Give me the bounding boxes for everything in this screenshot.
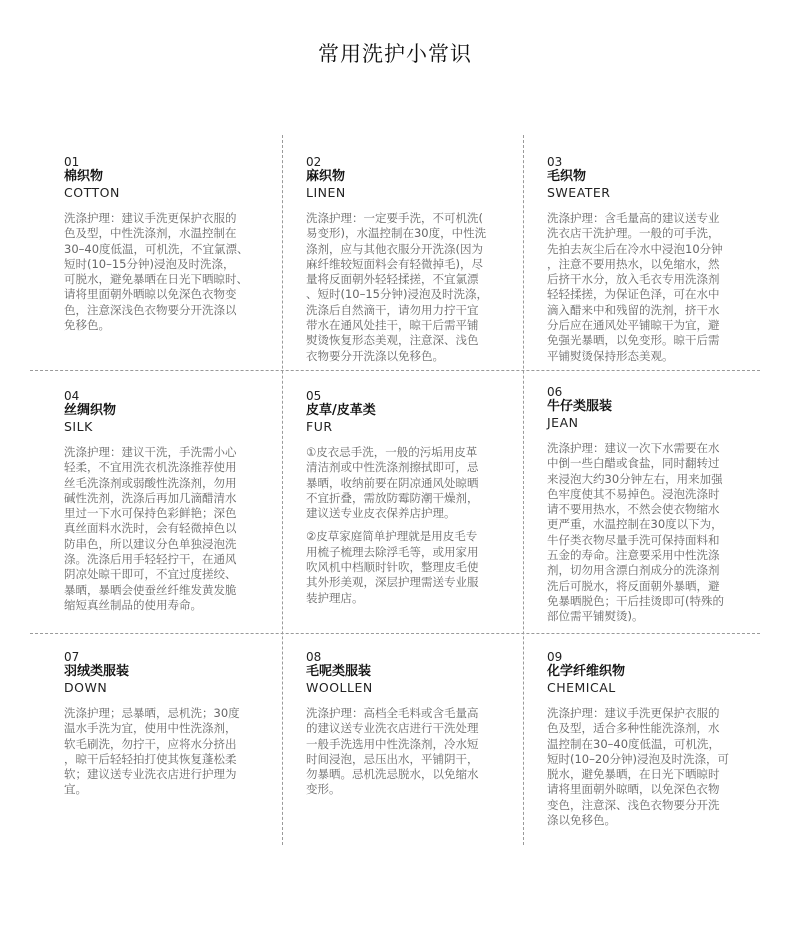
card-title-zh: 棉织物 xyxy=(64,169,104,184)
card-title-zh: 毛织物 xyxy=(547,169,587,184)
divider-vertical-1 xyxy=(282,135,283,845)
card-title-zh: 麻织物 xyxy=(306,169,346,184)
card-title-en: JEAN xyxy=(547,415,579,430)
card-body-second: ②皮草家庭简单护理就是用皮毛专 用梳子梳理去除浮毛等，或用家用 吹风机中档顺时针吹，整理皮毛使 其外形美观，深层护理需送专业服 装护理店。 xyxy=(306,529,479,605)
card-body: 洗涤护理：高档全毛料或含毛量高 的建议送专业洗衣店进行干洗处理 一般手洗选用中性洗涤剂，冷水短 时间浸泡，忌压出水，平铺阴干， 勿暴晒。忌机洗忌脱水，以免缩水 变形。 xyxy=(306,706,479,797)
care-card-down xyxy=(64,650,267,798)
card-body: 洗涤护理：建议手洗更保护衣服的 色及型，中性洗涤剂，水温控制在 30–40度低温，可机洗，不宜氯漂、 短时(10–15分钟)浸泡及时洗涤， 可脱水，避免暴晒在日光下晒晾时、 请将里面朝外晒晾以免深色衣物变 色，注意深浅色衣物要分开洗涤以 免移色。 xyxy=(64,211,249,333)
card-title-en: CHEMICAL xyxy=(547,680,616,695)
card-title-zh: 丝绸织物 xyxy=(64,403,117,418)
card-number: 06 xyxy=(547,385,563,399)
card-title-zh: 牛仔类服装 xyxy=(547,399,613,414)
card-title-en: FUR xyxy=(306,419,333,434)
card-title-zh: 化学纤维织物 xyxy=(547,664,626,679)
care-card-sweater xyxy=(547,155,750,364)
card-number: 01 xyxy=(64,155,80,169)
card-number: 05 xyxy=(306,389,322,403)
card-title-zh: 羽绒类服装 xyxy=(64,664,130,679)
page-title: 常用洗护小常识 xyxy=(318,42,472,66)
card-body: 洗涤护理：一定要手洗，不可机洗( 易变形)，水温控制在30度，中性洗 涤剂，应与其他衣服分开洗涤(因为 麻纤维较短面料会有轻微掉毛)，尽 量将反面朝外轻轻揉搓，不宜氯漂 、短时(10–15分钟)浸泡及时洗涤， 洗涤后自然滴干，请勿用力拧干宜 带水在通风处挂干，晾干后需平铺 熨烫恢复形态美观，注意深、浅色 衣物要分开洗涤以免移色。 xyxy=(306,211,488,363)
card-title-en: SWEATER xyxy=(547,185,611,200)
card-number: 02 xyxy=(306,155,322,169)
card-title-en: COTTON xyxy=(64,185,120,200)
card-title-en: WOOLLEN xyxy=(306,680,373,695)
card-number: 03 xyxy=(547,155,563,169)
card-body: 洗涤护理：建议干洗，手洗需小心 轻柔，不宜用洗衣机洗涤推荐使用 丝毛洗涤剂或弱酸性洗涤剂，勿用 碱性洗剂，洗涤后再加几滴醋清水 里过一下水可保持色彩鲜艳；深色 真丝面料水洗时，会有轻微掉色以 防串色，所以建议分色单独浸泡洗 涤。洗涤后用手轻轻拧干，在通风 阴凉处晾干即可，不宜过度搓绞、 暴晒，暴晒会使蚕丝纤维发黄发脆 缩短真丝制品的使用寿命。 xyxy=(64,445,237,612)
care-card-cotton xyxy=(64,155,267,333)
care-card-silk xyxy=(64,389,267,613)
card-body: 洗涤护理：建议手洗更保护衣服的 色及型，适合多种性能洗涤剂，水 温控制在30–40度低温，可机洗， 短时(10–20分钟)浸泡及时洗涤，可 脱水，避免暴晒，在日光下晒晾时 请将里面朝外晾晒，以免深色衣物 变色，注意深、浅色衣物要分开洗 涤以免移色。 xyxy=(547,706,729,828)
divider-horizontal-1 xyxy=(30,370,760,371)
card-number: 04 xyxy=(64,389,80,403)
card-title-zh: 毛呢类服装 xyxy=(306,664,372,679)
card-body: 洗涤护理：建议一次下水需要在水 中倒一些白醋或食盐，同时翻转过 来浸泡大约30分钟左右，用来加强 色牢度使其不易掉色。浸泡洗涤时 请不要用热水，不然会使衣物缩水 更严重，水温控制在30度以下为， 牛仔类衣物尽量手洗可保持面料和 五金的寿命。注意要采用中性洗涤 剂，切勿用含漂白剂成分的洗涤剂 洗后可脱水，将反面朝外暴晒，避 免暴晒脱色；干后挂烫即可(特殊的 部位需平铺熨烫)。 xyxy=(547,441,724,624)
card-body: ①皮衣忌手洗，一般的污垢用皮革 清洁剂或中性洗涤剂擦拭即可，忌 暴晒，收纳前要在阴凉通风处晾晒 不宜折叠，需放防霉防潮干燥剂， 建议送专业皮衣保养店护理。 xyxy=(306,445,479,521)
card-title-en: LINEN xyxy=(306,185,346,200)
card-title-en: SILK xyxy=(64,419,93,434)
card-body: 洗涤护理；忌暴晒，忌机洗；30度 温水手洗为宜，使用中性洗涤剂， 软毛刷洗，勿拧干，应将水分挤出 ，晾干后轻轻拍打使其恢复蓬松柔 软；建议送专业洗衣店进行护理为 宜。 xyxy=(64,706,240,797)
card-title-zh: 皮草/皮革类 xyxy=(306,403,376,418)
card-number: 07 xyxy=(64,650,80,664)
divider-vertical-2 xyxy=(523,135,524,845)
care-card-fur xyxy=(306,389,509,606)
care-card-chemical xyxy=(547,650,750,828)
card-body: 洗涤护理：含毛量高的建议送专业 洗衣店干洗护理。一般的可手洗， 先拍去灰尘后在冷水中浸泡10分钟 ，注意不要用热水，以免缩水，然 后挤干水分，放入毛衣专用洗涤剂 轻轻揉搓，为保证色泽，可在水中 滴入醋来中和残留的洗剂，挤干水 分后应在通风处平铺晾干为宜，避 免强光暴晒，以免变形。晾干后需 平铺熨烫保持形态美观。 xyxy=(547,211,723,363)
care-card-jean xyxy=(547,385,750,625)
care-card-woollen xyxy=(306,650,509,798)
card-title-en: DOWN xyxy=(64,680,108,695)
care-card-linen xyxy=(306,155,509,364)
card-number: 08 xyxy=(306,650,322,664)
divider-horizontal-2 xyxy=(30,633,760,634)
card-number: 09 xyxy=(547,650,563,664)
